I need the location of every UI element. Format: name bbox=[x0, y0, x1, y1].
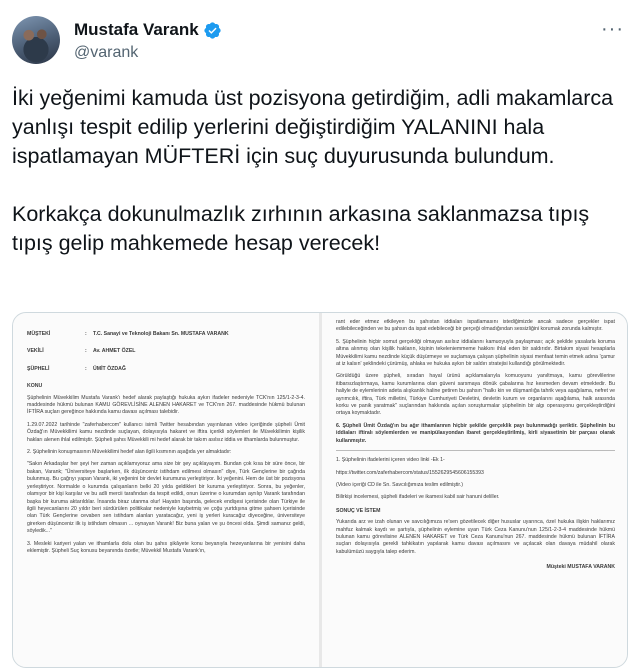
author-name-row bbox=[74, 20, 222, 40]
doc-paragraph: 6. Şüpheli Ümit Özdağ'ın bu ağır ithamlarının hiçbir şekilde gerçeklik payı bulunmadığı şeriktir. Şüphelinin bu iddiaları iftiralı söylemlerden ve manipülasyondan ibaret gerçekleştirilmiş, kirli siyasetinin bir parçası olarak kullanmıştır. bbox=[336, 422, 615, 444]
doc-meta-row: ŞÜPHELİ : ÜMİT ÖZDAĞ bbox=[27, 365, 126, 372]
doc-evidence-item: (Video içeriği CD ile Sn. Savcılığımıza teslim edilmiştir.) bbox=[336, 481, 464, 488]
document-image-right[interactable] bbox=[322, 313, 628, 667]
doc-heading: SONUÇ VE İSTEM bbox=[336, 507, 381, 514]
doc-meta-row: VEKİLİ : Av. AHMET ÖZEL bbox=[27, 348, 136, 355]
doc-paragraph: 1.29.07.2022 tarihinde "zaferhabercom" kullanıcı isimli Twitter hesabından yayınlanan video içeriğinde şüpheli Ümit Özdağ'ın Müvekkilimi kamu nezdinde suçlayan, dolayısıyla hakaret ve iftira içerikli söylemleri ile Müvekkilimin kişilik hakları alenen ihlal edilmiştir. Şüpheli şahıs Müvekkili mi hedef alarak bir takım asılsız iddia ve ithamlarda bulunmuştur. bbox=[27, 421, 305, 443]
doc-evidence-link: https://twitter.com/zaferhabercom/status/1552629545606155393 bbox=[336, 469, 484, 476]
doc-heading: KONU bbox=[27, 383, 43, 390]
tweet-header bbox=[12, 12, 628, 66]
doc-paragraph: Şüphelinin Müvekkilim Mustafa Varank'ı hedef alarak paylaştığı hukuka aykırı ifadeler nedeniyle TCK'nın 125/1-2-3-4. maddesinde hükmü bulunan KAMU GÖREVLİSİNE ALENEN HAKARET ve TCK'nın 267. maddesinde hükmü bulunan İFTİRA suçları gereğince hakkında kamu davası açılması talebidir. bbox=[27, 394, 305, 416]
tweet-media-images[interactable] bbox=[12, 312, 628, 668]
avatar[interactable] bbox=[12, 16, 60, 64]
doc-paragraph: Yukarıda arz ve izah olunan ve savcılığımıza re'sen gözetilecek diğer hususlar uyarınca, özel hukuka ilişkin haklarımız mahfuz kalmak kaydı ve şartıyla, şüphelinin eylemine uyan Türk Ceza Kanunu'nun 125/1-2-3-4 maddesinde hükmü bulunan kamu görevlisine ALENEN HAKARET ve Türk Ceza Kanunu'nun 267. maddesinde hükmü bulunan İFTİRA suçları dolayısıyla gerekli tahkikatın yapılarak kamu davası açılmasını ve açılacak olan davaya müdahil olarak kabulümüzü saygıyla talep ederim. bbox=[336, 519, 615, 555]
doc-meta-row: MÜŞTEKİ : T.C. Sanayi ve Teknoloji Bakanı Sn. MUSTAFA VARANK bbox=[27, 331, 229, 337]
document-image-left[interactable] bbox=[13, 313, 319, 667]
tweet-paragraph: İki yeğenimi kamuda üst pozisyona getirdiğim, adli makamlarca yanlışı tespit edilip yerlerini değiştirdiğim YALANINI hala ispatlamayan MÜFTERİ için suç duyurusunda bulundum. bbox=[12, 86, 614, 168]
doc-paragraph: Görüldüğü üzere şüpheli, sıradan hayal ürünü açıklamalarıyla komuoyunu yanıltmaya, kamu görevlilerine itibarsızlaştırmaya, kamu kurumlarına olan güveni sarsmaya dönük çabalarına hız kesmeden devam etmektedir. Bu haliyle de eylemlerinin adeta alışkanlık haline getiren bu şahsın "halkı kin ve düşmanlığa tahrik veya aşağılama, nefret ve ayrımcılık, iftira, Türk milletini, Türkiye Cumhuriyeti Devletini, devletin kurum ve organlarını aşağılama, halk arasında korku ve panik yaratmak" suçlarından hakkında açılan soruşturmalar şüphelinin bir algı operasyonu gerçekleştirdiğini ortaya koymaktadır. bbox=[336, 373, 615, 417]
doc-divider bbox=[336, 450, 615, 451]
more-options-icon[interactable]: ··· bbox=[601, 18, 624, 40]
doc-paragraph: 2. Şüphelinin konuşmasının Müvekkilimi hedef alan ilgili kısmının aşağıda yer almaktadır: bbox=[27, 449, 232, 456]
tweet-text bbox=[12, 84, 628, 287]
doc-signature: Müşteki MUSTAFA VARANK bbox=[546, 564, 615, 571]
doc-paragraph: 5. Şüphelinin hiçbir somut gerçekliği olmayan asılsız iddialarını kamuoyuyla paylaşması; açık şekilde yasalarla koruma altına alınmış olan kişilik hakların, kişinin tekeleniemmeme hakkını ihlal eden bir saldırıdır. Birtakım siyasi hesaplarla Müvekkilimi kamu nezdinde küçük düşürmeye ve suçlamaya çalışan şüphelinin siyasi menfaat temin etmek adına 'çamur at iz kalsın' şeklindeki çürümüş, ahlaka ve hukuka aykırı bir saldırı stratejisi kullandığı görülmektedir. bbox=[336, 338, 615, 368]
tweet-paragraph: Korkakça dokunulmazlık zırhının arkasına saklanmazsa tıpış tıpış gelip mahkemede hesap verecek! bbox=[12, 202, 590, 255]
doc-paragraph: rant eder etmez etkileyen bu şahıstan iddiaları ispatlamasını istediğimizde ancak sadece gerçekler ispat edilebileceğinden ve bu şahsın da ispat edebileceği bir gerçeği olmadığından sessizliğini korumak zorunda kalmıştır. bbox=[336, 319, 615, 333]
author-handle[interactable]: @varank bbox=[74, 44, 139, 61]
doc-paragraph: 3. Mesleki kariyeri yalan ve ithamlarla dolu olan bu şahıs şikâyete konu beyanıyla hezeyanlarına bir yenisini daha eklemiştir. Şüpheli Suç konusu beyanında özetle; Müvekkil Mustafa Varank'ın, bbox=[27, 540, 305, 554]
verified-badge-icon bbox=[203, 21, 222, 40]
doc-evidence-item: Bilirkişi incelemesi, şüpheli ifadeleri ve ikamesi kabil sair hanuni deliller. bbox=[336, 494, 500, 501]
doc-evidence-item: 1. Şüphelinin ifadelerini içeren video linki -Ek 1- bbox=[336, 457, 445, 464]
doc-paragraph: "Sakın Arkadaşlar her şeyi her zaman açıklamıyoruz ama size bir şey açıklayayım. Bundan çok kısa bir süre önce, bir bakan, Varank; "Üniversiteye başlarken, ilk düşünceniz istihdam edilmesi olmasın" diye, Türk Gençlerine bir çağrıda bulunmuş. Bu çağrıyı yapan Varank, iki yeğenini bir devlet kurumuna yerleştiriyor. İki yeğenini. Hem de üst bir pozisyona yerleştiriyor. Normalde o kurumda çalışanların belki 20 yılda geldikleri bir kuruma yerleştiriyor. Sonra, bu yeğenler, olamıyor bir kişi karşılar ve bu adli mercii tarafından da tespit edildi, onun üzerine o kurumdan ayrılıp Varank tarafından başka bir kuruma aktarıldılar. İnsanda biraz utanma olur! Hayatın başında, gelecek endişesi içerisinde olan Türkiye ile ilgili heyecanlarını 20 yıldır beri sürdürülen politikalar nedeniyle kaybetmiş ve çoğu yurtdışına gitme şahsen içerisinde olan Türk Gençlerine cevaben sen istihdam alanları yaratacağız, yeni iş yerleri kuracağız diyeceğine, üniversiteye girerken düşünceniz ilk iş istihdam olmasın ... oynayan Varank! Biz buna yalan ve şu öncesi olda. Şimdi samanız geldi, söyledik..." bbox=[27, 461, 305, 535]
author-display-name[interactable]: Mustafa Varank bbox=[74, 20, 199, 39]
